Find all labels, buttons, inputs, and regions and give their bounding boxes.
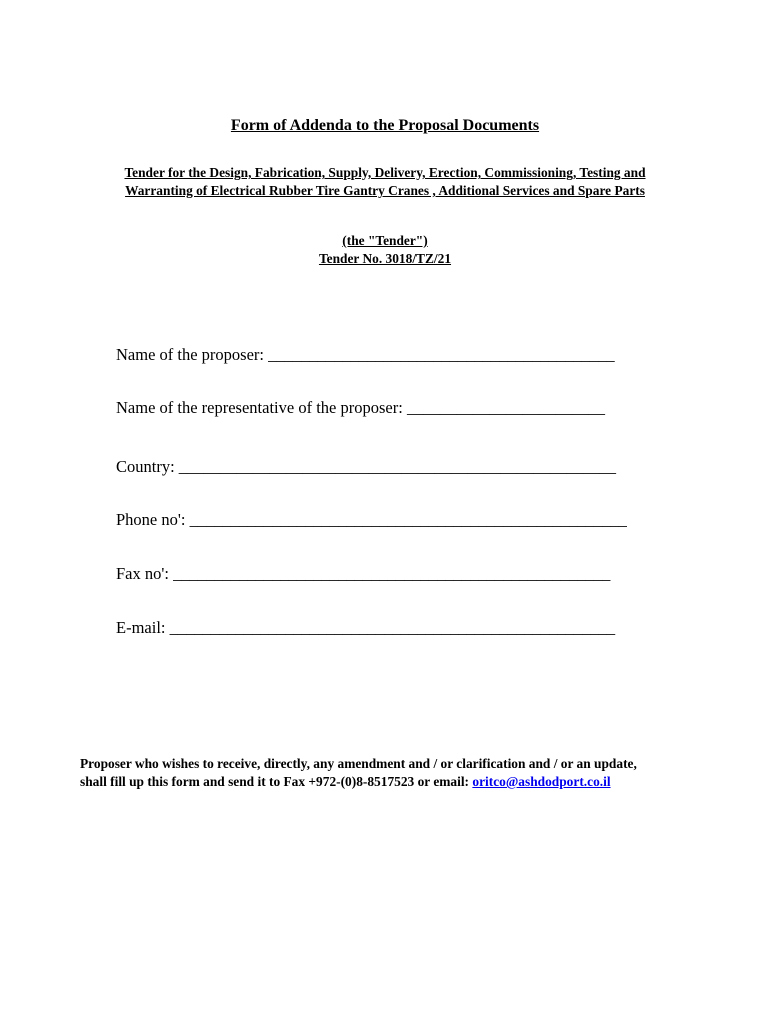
page-title: Form of Addenda to the Proposal Documents xyxy=(230,117,540,134)
representative-name-label: Name of the representative of the proposer: xyxy=(116,398,407,417)
phone-blank[interactable]: _____________________________________________________ xyxy=(189,510,627,529)
fax-field[interactable] xyxy=(116,564,610,584)
email-field[interactable] xyxy=(116,618,615,638)
phone-label: Phone no': xyxy=(116,510,190,529)
email-blank[interactable]: ______________________________________________________ xyxy=(169,618,616,637)
tender-number: Tender No. 3018/TZ/21 xyxy=(318,251,452,266)
proposer-name-field[interactable] xyxy=(116,345,615,365)
phone-field[interactable] xyxy=(116,510,627,530)
fax-label: Fax no': xyxy=(116,564,174,583)
country-field[interactable] xyxy=(116,457,616,477)
fax-blank[interactable]: _____________________________________________________ xyxy=(173,564,611,583)
proposer-name-blank[interactable]: __________________________________________ xyxy=(268,345,615,364)
tender-subtitle: Tender for the Design, Fabrication, Supply, Delivery, Erection, Commissioning, Testing and Warranting of Electrical Rubber Tire Gantry Cranes , Additional Services and Spare Parts xyxy=(124,165,646,198)
submission-note-text: Proposer who wishes to receive, directly, any amendment and / or clarification and / or an update, shall fill up this form and send it to Fax +972-(0)8-8517523 or email: xyxy=(80,756,637,789)
country-label: Country: xyxy=(116,457,179,476)
email-label: E-mail: xyxy=(116,618,170,637)
proposer-name-label: Name of the proposer: xyxy=(116,345,269,364)
contact-email-link[interactable]: oritco@ashdodport.co.il xyxy=(472,774,611,789)
tender-alias: (the "Tender") xyxy=(342,233,428,248)
country-blank[interactable]: _____________________________________________________ xyxy=(178,457,617,476)
representative-name-field[interactable] xyxy=(116,398,605,418)
submission-note xyxy=(80,755,660,791)
representative-name-blank[interactable]: ________________________ xyxy=(406,398,605,417)
tender-reference xyxy=(0,232,770,268)
